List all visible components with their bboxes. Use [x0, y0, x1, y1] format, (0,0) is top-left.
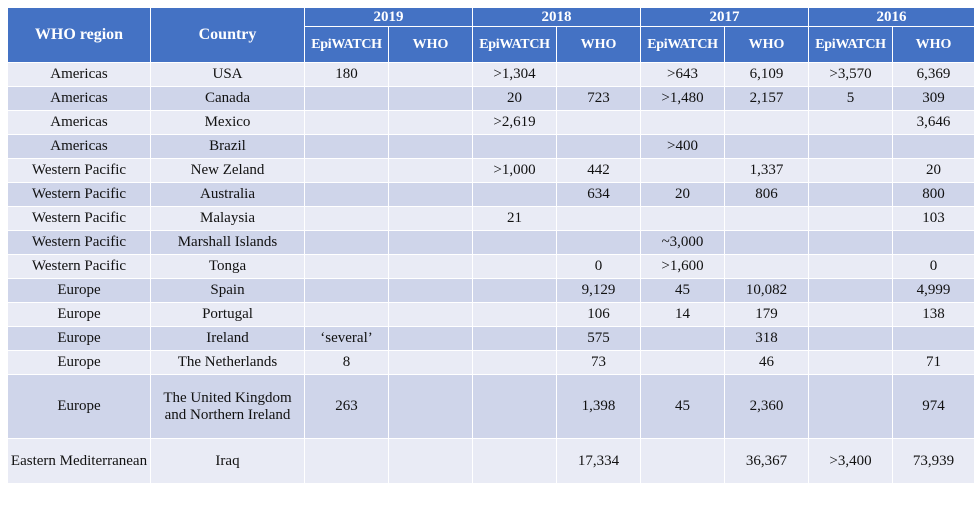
cell-epiwatch-value — [305, 255, 389, 279]
cell-who-value — [557, 231, 641, 255]
cell-who-value: 103 — [893, 207, 975, 231]
cell-epiwatch-value — [641, 439, 725, 484]
cell-country: Spain — [151, 279, 305, 303]
cell-region: Europe — [8, 351, 151, 375]
cell-who-value — [893, 327, 975, 351]
cell-epiwatch-value — [641, 111, 725, 135]
cell-epiwatch-value: 45 — [641, 279, 725, 303]
cell-epiwatch-value — [641, 207, 725, 231]
header-year-2016: 2016 — [809, 8, 975, 27]
cell-who-value: 974 — [893, 375, 975, 439]
cell-country: Iraq — [151, 439, 305, 484]
cell-epiwatch-value — [305, 135, 389, 159]
cell-who-value: 2,360 — [725, 375, 809, 439]
cell-region: Western Pacific — [8, 231, 151, 255]
cell-epiwatch-value: 20 — [641, 183, 725, 207]
cell-region: Americas — [8, 87, 151, 111]
table-row — [8, 183, 975, 207]
cell-region: Europe — [8, 327, 151, 351]
cell-country: New Zeland — [151, 159, 305, 183]
cell-epiwatch-value: >1,000 — [473, 159, 557, 183]
cell-who-value: 806 — [725, 183, 809, 207]
cell-epiwatch-value: >3,400 — [809, 439, 893, 484]
cell-epiwatch-value — [809, 351, 893, 375]
cell-epiwatch-value: >1,480 — [641, 87, 725, 111]
cell-who-value: 46 — [725, 351, 809, 375]
cell-epiwatch-value: >1,600 — [641, 255, 725, 279]
cell-who-value: 179 — [725, 303, 809, 327]
measles-cases-table — [7, 7, 975, 484]
cell-country: Marshall Islands — [151, 231, 305, 255]
cell-epiwatch-value: 21 — [473, 207, 557, 231]
cell-region: Western Pacific — [8, 159, 151, 183]
cell-who-value — [389, 303, 473, 327]
table-row — [8, 159, 975, 183]
cell-country: The United Kingdom and Northern Ireland — [151, 375, 305, 439]
cell-country: Mexico — [151, 111, 305, 135]
cell-region: Europe — [8, 279, 151, 303]
cell-who-value — [389, 111, 473, 135]
header-who: WHO — [725, 27, 809, 63]
cell-epiwatch-value — [305, 111, 389, 135]
cell-epiwatch-value: >1,304 — [473, 63, 557, 87]
table-row — [8, 303, 975, 327]
table-row — [8, 111, 975, 135]
cell-epiwatch-value: 5 — [809, 87, 893, 111]
cell-who-value: 1,337 — [725, 159, 809, 183]
cell-epiwatch-value: 20 — [473, 87, 557, 111]
cell-country: The Netherlands — [151, 351, 305, 375]
header-who-region: WHO region — [8, 8, 151, 63]
cell-country: Australia — [151, 183, 305, 207]
cell-region: Western Pacific — [8, 207, 151, 231]
cell-who-value: 20 — [893, 159, 975, 183]
header-epiwatch: EpiWATCH — [473, 27, 557, 63]
cell-epiwatch-value — [641, 159, 725, 183]
cell-region: Americas — [8, 135, 151, 159]
cell-epiwatch-value: >643 — [641, 63, 725, 87]
cell-who-value: 71 — [893, 351, 975, 375]
cell-epiwatch-value: ~3,000 — [641, 231, 725, 255]
cell-epiwatch-value — [305, 279, 389, 303]
table-body — [8, 63, 975, 484]
cell-country: Tonga — [151, 255, 305, 279]
cell-who-value: 575 — [557, 327, 641, 351]
cell-who-value — [389, 231, 473, 255]
header-year-2018: 2018 — [473, 8, 641, 27]
cell-who-value — [389, 351, 473, 375]
cell-country: Brazil — [151, 135, 305, 159]
cell-who-value — [389, 87, 473, 111]
cell-who-value — [389, 375, 473, 439]
cell-who-value — [389, 159, 473, 183]
cell-who-value — [725, 207, 809, 231]
cell-epiwatch-value: ‘several’ — [305, 327, 389, 351]
cell-epiwatch-value: >2,619 — [473, 111, 557, 135]
cell-country: USA — [151, 63, 305, 87]
cell-who-value: 73,939 — [893, 439, 975, 484]
table-row — [8, 351, 975, 375]
cell-who-value: 73 — [557, 351, 641, 375]
table-row — [8, 375, 975, 439]
cell-who-value — [389, 255, 473, 279]
data-table-container — [7, 7, 974, 484]
cell-region: Americas — [8, 111, 151, 135]
table-row — [8, 439, 975, 484]
cell-region: Americas — [8, 63, 151, 87]
cell-who-value — [557, 207, 641, 231]
cell-epiwatch-value — [305, 303, 389, 327]
cell-who-value — [725, 255, 809, 279]
cell-epiwatch-value: 180 — [305, 63, 389, 87]
cell-epiwatch-value — [809, 135, 893, 159]
cell-epiwatch-value: >400 — [641, 135, 725, 159]
cell-region: Eastern Mediterranean — [8, 439, 151, 484]
cell-who-value: 6,109 — [725, 63, 809, 87]
table-row — [8, 327, 975, 351]
cell-who-value — [389, 279, 473, 303]
cell-country: Malaysia — [151, 207, 305, 231]
cell-epiwatch-value — [641, 351, 725, 375]
cell-who-value: 1,398 — [557, 375, 641, 439]
cell-who-value: 0 — [557, 255, 641, 279]
cell-who-value — [389, 327, 473, 351]
cell-epiwatch-value — [809, 375, 893, 439]
cell-epiwatch-value — [809, 303, 893, 327]
cell-epiwatch-value — [809, 231, 893, 255]
cell-who-value — [389, 439, 473, 484]
cell-region: Europe — [8, 303, 151, 327]
cell-epiwatch-value — [305, 183, 389, 207]
table-row — [8, 255, 975, 279]
cell-epiwatch-value — [473, 231, 557, 255]
header-who: WHO — [893, 27, 975, 63]
cell-who-value — [893, 135, 975, 159]
cell-epiwatch-value: >3,570 — [809, 63, 893, 87]
cell-who-value — [725, 231, 809, 255]
cell-who-value — [557, 111, 641, 135]
header-year-2019: 2019 — [305, 8, 473, 27]
header-year-2017: 2017 — [641, 8, 809, 27]
cell-country: Portugal — [151, 303, 305, 327]
header-epiwatch: EpiWATCH — [305, 27, 389, 63]
cell-epiwatch-value — [473, 303, 557, 327]
cell-epiwatch-value — [305, 207, 389, 231]
cell-epiwatch-value — [809, 159, 893, 183]
cell-who-value: 318 — [725, 327, 809, 351]
cell-who-value — [725, 135, 809, 159]
header-country: Country — [151, 8, 305, 63]
header-epiwatch: EpiWATCH — [641, 27, 725, 63]
cell-region: Western Pacific — [8, 183, 151, 207]
cell-region: Western Pacific — [8, 255, 151, 279]
cell-epiwatch-value — [641, 327, 725, 351]
cell-who-value: 106 — [557, 303, 641, 327]
cell-epiwatch-value — [809, 279, 893, 303]
cell-who-value: 2,157 — [725, 87, 809, 111]
header-who: WHO — [557, 27, 641, 63]
cell-epiwatch-value — [473, 327, 557, 351]
table-row — [8, 279, 975, 303]
cell-who-value: 9,129 — [557, 279, 641, 303]
header-row-years — [8, 8, 975, 27]
cell-who-value: 10,082 — [725, 279, 809, 303]
cell-epiwatch-value: 8 — [305, 351, 389, 375]
cell-who-value — [389, 63, 473, 87]
cell-epiwatch-value — [473, 351, 557, 375]
cell-who-value — [893, 231, 975, 255]
cell-who-value: 6,369 — [893, 63, 975, 87]
cell-who-value: 723 — [557, 87, 641, 111]
cell-who-value: 3,646 — [893, 111, 975, 135]
cell-epiwatch-value — [809, 255, 893, 279]
cell-epiwatch-value — [473, 183, 557, 207]
cell-who-value: 17,334 — [557, 439, 641, 484]
table-row — [8, 231, 975, 255]
cell-epiwatch-value: 263 — [305, 375, 389, 439]
cell-who-value: 0 — [893, 255, 975, 279]
cell-epiwatch-value — [305, 87, 389, 111]
cell-epiwatch-value — [305, 439, 389, 484]
cell-epiwatch-value — [473, 279, 557, 303]
cell-who-value: 634 — [557, 183, 641, 207]
header-epiwatch: EpiWATCH — [809, 27, 893, 63]
cell-who-value — [389, 207, 473, 231]
cell-epiwatch-value — [809, 327, 893, 351]
cell-who-value: 442 — [557, 159, 641, 183]
cell-country: Ireland — [151, 327, 305, 351]
table-row — [8, 87, 975, 111]
cell-who-value — [557, 63, 641, 87]
cell-who-value — [389, 135, 473, 159]
table-row — [8, 207, 975, 231]
cell-epiwatch-value — [809, 111, 893, 135]
cell-who-value: 800 — [893, 183, 975, 207]
cell-epiwatch-value — [305, 231, 389, 255]
cell-epiwatch-value — [305, 159, 389, 183]
cell-epiwatch-value — [809, 207, 893, 231]
cell-epiwatch-value: 14 — [641, 303, 725, 327]
cell-epiwatch-value — [809, 183, 893, 207]
cell-who-value: 138 — [893, 303, 975, 327]
cell-epiwatch-value — [473, 255, 557, 279]
table-row — [8, 135, 975, 159]
table-row — [8, 63, 975, 87]
cell-who-value: 4,999 — [893, 279, 975, 303]
header-who: WHO — [389, 27, 473, 63]
cell-country: Canada — [151, 87, 305, 111]
cell-region: Europe — [8, 375, 151, 439]
cell-who-value — [725, 111, 809, 135]
cell-who-value: 36,367 — [725, 439, 809, 484]
cell-epiwatch-value — [473, 135, 557, 159]
table-header — [8, 8, 975, 63]
cell-epiwatch-value: 45 — [641, 375, 725, 439]
cell-epiwatch-value — [473, 439, 557, 484]
cell-who-value — [389, 183, 473, 207]
cell-who-value — [557, 135, 641, 159]
cell-epiwatch-value — [473, 375, 557, 439]
cell-who-value: 309 — [893, 87, 975, 111]
